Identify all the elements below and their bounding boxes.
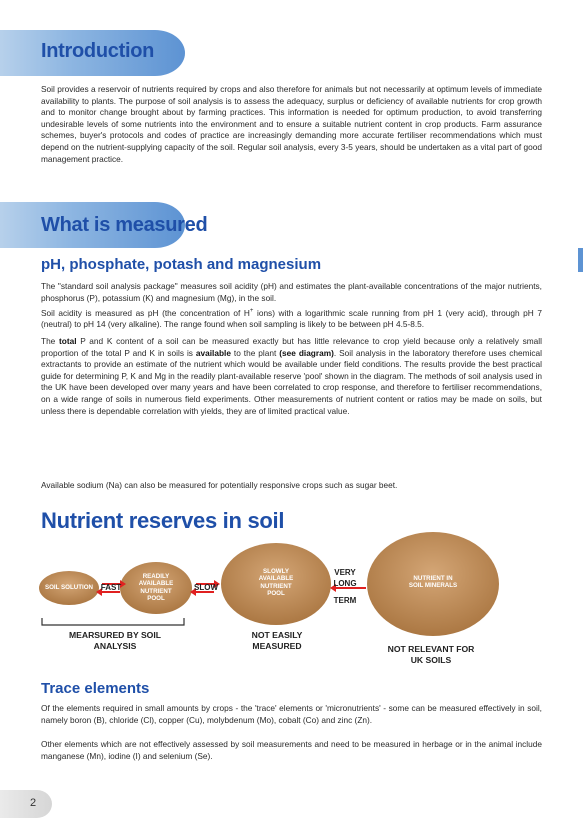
rate-long: LONG: [333, 579, 357, 588]
caption-not-relevant-line-2: UK SOILS: [410, 655, 452, 665]
label-soil-solution: SOIL SOLUTION: [44, 584, 93, 591]
caption-measured-line-2: ANALYSIS: [93, 641, 137, 651]
measured-paragraph-3: [41, 336, 542, 417]
caption-not-easily-line-2: MEASURED: [252, 641, 302, 651]
trace-paragraph-2: Other elements which are not effectively assessed by soil measurements and need to be measured in herbage or in the animal include manganese (Mn), iodine (I) and selenium (Se).: [41, 739, 542, 761]
heading-nutrient-reserves: Nutrient reserves in soil: [41, 508, 285, 533]
p3-available-bold: available: [195, 347, 231, 358]
slowly-line-1: SLOWLY: [263, 568, 289, 575]
caption-not-relevant: [376, 644, 486, 666]
rate-fast: FAST: [100, 583, 122, 592]
rate-term: TERM: [333, 596, 357, 605]
readily-line-3: NUTRIENT: [140, 587, 172, 595]
caption-not-easily-measured: [232, 630, 322, 652]
ph-text-a: Soil acidity is measured as pH (the concentration of H: [41, 307, 250, 318]
p3-text-a: The: [41, 336, 59, 346]
hydrogen-superscript: +: [249, 308, 254, 314]
p3-text-b: P and K content of a soil can be measured exactly but has little relevance to crop yield because only a relatively small proportion of the total P and K in soils is: [41, 336, 542, 358]
heading-introduction: Introduction: [41, 40, 155, 62]
measured-paragraph-1: The "standard soil analysis package" measures soil acidity (pH) and estimates the plant-available concentrations of the major nutrients, phosphorus (P), potassium (K) and magnesium (Mg), in the soil.: [41, 281, 542, 303]
caption-measured-line-1: MEARSURED BY SOIL: [69, 630, 161, 640]
slowly-line-2: AVAILABLE: [258, 575, 294, 583]
minerals-line-2: SOIL MINERALS: [408, 582, 458, 590]
measured-paragraph-4: Available sodium (Na) can also be measured for potentially responsive crops such as sugar beet.: [41, 480, 398, 490]
page-edge-marker: [578, 248, 583, 272]
p3-total-bold: total: [59, 336, 77, 346]
subheading-ph-phosphate: pH, phosphate, potash and magnesium: [41, 256, 322, 273]
nutrient-pool-diagram: [36, 530, 506, 675]
heading-what-is-measured: What is measured: [41, 214, 208, 236]
bracket-measured: [42, 618, 184, 625]
label-readily-available: [132, 573, 180, 603]
p3-text-c: to the plant: [230, 347, 280, 358]
label-slowly-available: [248, 568, 304, 598]
slowly-line-4: POOL: [267, 590, 285, 598]
trace-paragraph-1: Of the elements required in small amounts by crops - the 'trace' elements or 'micronutrients' - some can be measured effectively in soil, namely boron (B), chloride (Cl), copper (Cu), molybdenum (Mo), cobalt (Co) and zinc (Zn).: [41, 703, 542, 725]
slowly-line-3: NUTRIENT: [260, 582, 292, 590]
minerals-line-1: NUTRIENT IN: [413, 575, 453, 582]
measured-paragraph-2: [41, 306, 542, 331]
ph-text-b: ions) with a logarithmic scale running from pH 1 (very acid), through pH 7 (neutral) to pH 14 (very alkaline). The range found when soil sampling is likely to be between pH 4.5-8.5.: [41, 307, 542, 330]
caption-not-easily-line-1: NOT EASILY: [251, 630, 303, 640]
rate-very: VERY: [334, 568, 356, 577]
intro-paragraph: Soil provides a reservoir of nutrients required by crops and also therefore for animals but not necessarily at optimum levels of immediate availability to plants. The purpose of soil analysis is to assess the adequacy, surplus or deficiency of available nutrients for crop growth and to monitor change brought about by farming practices. This information is needed for optimum production, to avoid transferring undesirable levels of some nutrients into the environment and to ensure a suitable nutrient content in crop products. Farm assurance schemes, buyer's protocols and codes of practice are increasingly demanding more accurate fertiliser recommendations which must depend on the nutrient-supplying capacity of the soil. Regular soil analysis, every 3-5 years, should be undertaken as a vital part of good management practice.: [41, 84, 542, 164]
readily-line-4: POOL: [147, 595, 165, 603]
p3-see-diagram-bold: (see diagram): [279, 347, 334, 358]
rate-slow: SLOW: [194, 583, 218, 592]
caption-measured-by-analysis: [50, 630, 180, 652]
readily-line-2: AVAILABLE: [138, 580, 174, 588]
label-soil-minerals: [393, 575, 473, 590]
page-number: 2: [30, 797, 37, 809]
readily-line-1: READILY: [142, 573, 170, 580]
p3-text-d: . Soil analysis in the laboratory therefore uses chemical extractants to provide an estimate of the nutrient which would be available under field conditions. The results provide the best practical guide for determining P, K and Mg in the readily plant-available reserve 'pool' shown in the diagram. The methods of soil analysis used in the UK have been developed over many years and have been correlated to crop response, and therefore to fertiliser recommendations, on a wide range of soils in numerous field experiments. Other measurements of nutrient content or ratios may be made on soils, but unless there is dependable correlation with yields, they are of limited practical value.: [41, 347, 543, 416]
caption-not-relevant-line-1: NOT RELEVANT FOR: [387, 644, 475, 654]
page-number-tab: [0, 790, 52, 818]
subheading-trace-elements: Trace elements: [41, 680, 150, 697]
